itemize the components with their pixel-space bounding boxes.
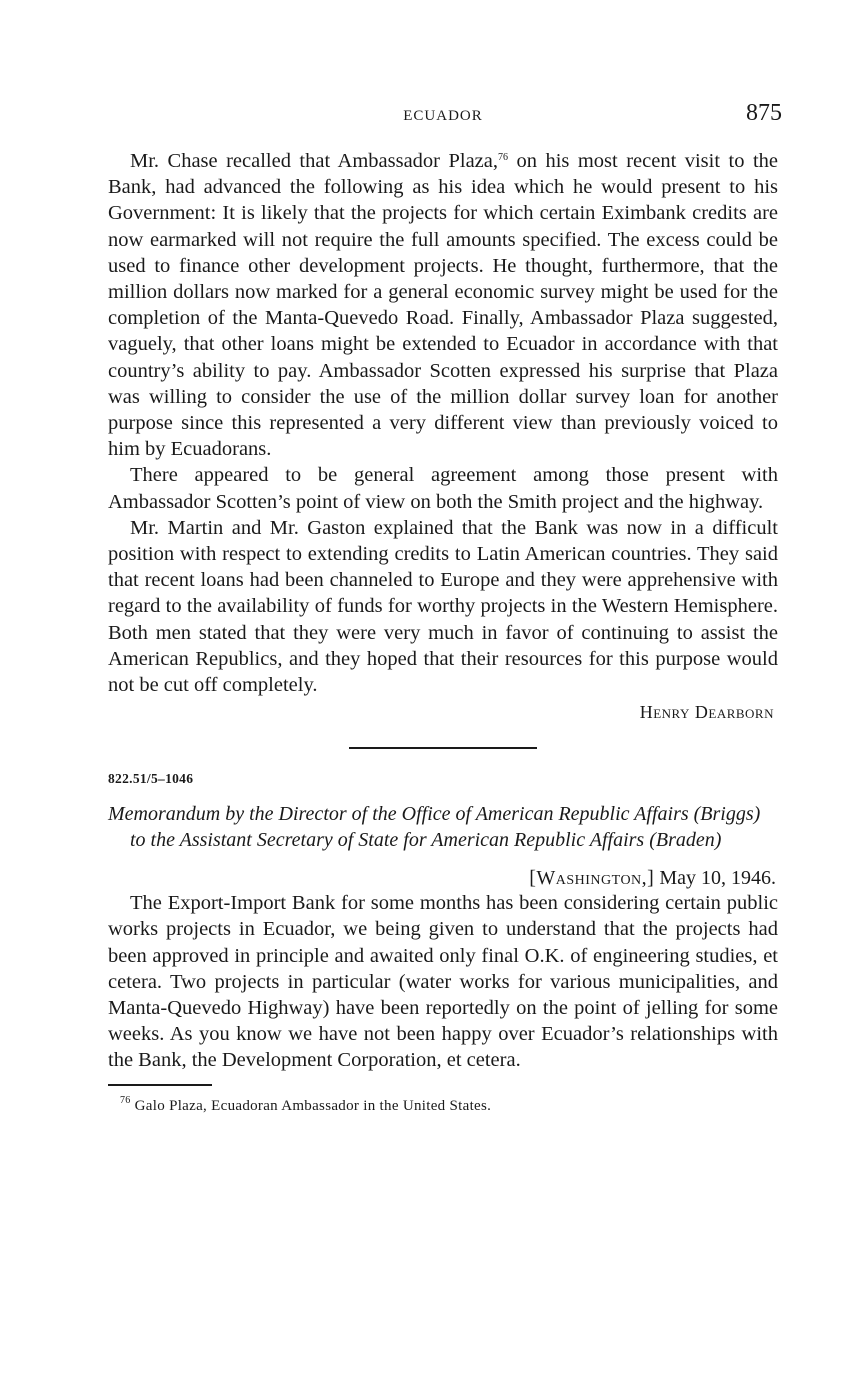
paragraph-text: on his most recent visit to the Bank, had advanced the following as his idea which he would present to his Government: It is likely that the projects for which certain Eximbank credits are now earmarked will not require the full amounts specified. The excess could be used to finance other development projects. He thought, furthermore, that the million dollars now marked for a general economic survey might be used for the completion of the Manta-Quevedo Road. Finally, Ambassador Plaza suggested, vaguely, that other loans might be extended to Ecuador in accordance with that country’s ability to pay. Ambassador Scotten expressed his surprise that Plaza was willing to consider the use of the million dollar survey loan for another purpose since this represented a very different view than previously voiced to him by Ecuadorans.	[108, 150, 778, 461]
document-file-number: 822.51/5–1046	[108, 771, 194, 787]
dateline-date: May 10, 1946.	[654, 867, 776, 890]
paragraph-general-agreement: There appeared to be general agreement among those present with Ambassador Scotten’s point of view on both the Smith project and the highway.	[108, 464, 778, 513]
footnote	[108, 1094, 778, 1115]
signature: Henry Dearborn	[639, 702, 774, 723]
paragraph-text: Mr. Chase recalled that Ambassador Plaza,	[130, 150, 498, 172]
page-header	[108, 100, 782, 136]
running-title: ECUADOR	[403, 108, 483, 124]
footnote-marker: 76	[120, 1094, 131, 1106]
paragraph-martin-gaston: Mr. Martin and Mr. Gaston explained that the Bank was now in a difficult position with respect to extending credits to Latin American countries. They said that recent loans had been channeled to Europe and they were apprehensive with regard to the availability of funds for worthy projects in the Western Hemisphere. Both men stated that they were very much in favor of continuing to assist the American Republics, and they hoped that their resources for this purpose would not be cut off completely.	[108, 516, 778, 697]
section-divider	[349, 747, 537, 749]
paragraph-chase-recalled	[108, 148, 778, 462]
footnote-reference: 76	[498, 152, 508, 163]
dateline-place: [Washington,]	[529, 867, 655, 890]
footnote-divider	[108, 1084, 212, 1086]
memorandum-title: Memorandum by the Director of the Office of American Republic Affairs (Briggs) to the Assistant Secretary of State for American Republic Affairs (Braden)	[108, 803, 761, 852]
footnote-text: Galo Plaza, Ecuadoran Ambassador in the United States.	[130, 1097, 492, 1114]
memorandum-body: The Export-Import Bank for some months has been considering certain public works projects in Ecuador, we being given to understand that the projects had been approved in principle and awaited only final O.K. of engineering studies, et cetera. Two projects in particular (water works for various municipalities, and Manta-Quevedo Highway) have been reportedly on the point of jelling for some weeks. As you know we have not been happy over Ecuador’s relationships with the Bank, the Development Corporation, et cetera.	[108, 892, 778, 1072]
page-number: 875	[746, 100, 782, 126]
dateline	[108, 867, 778, 890]
body-text	[108, 148, 778, 1115]
